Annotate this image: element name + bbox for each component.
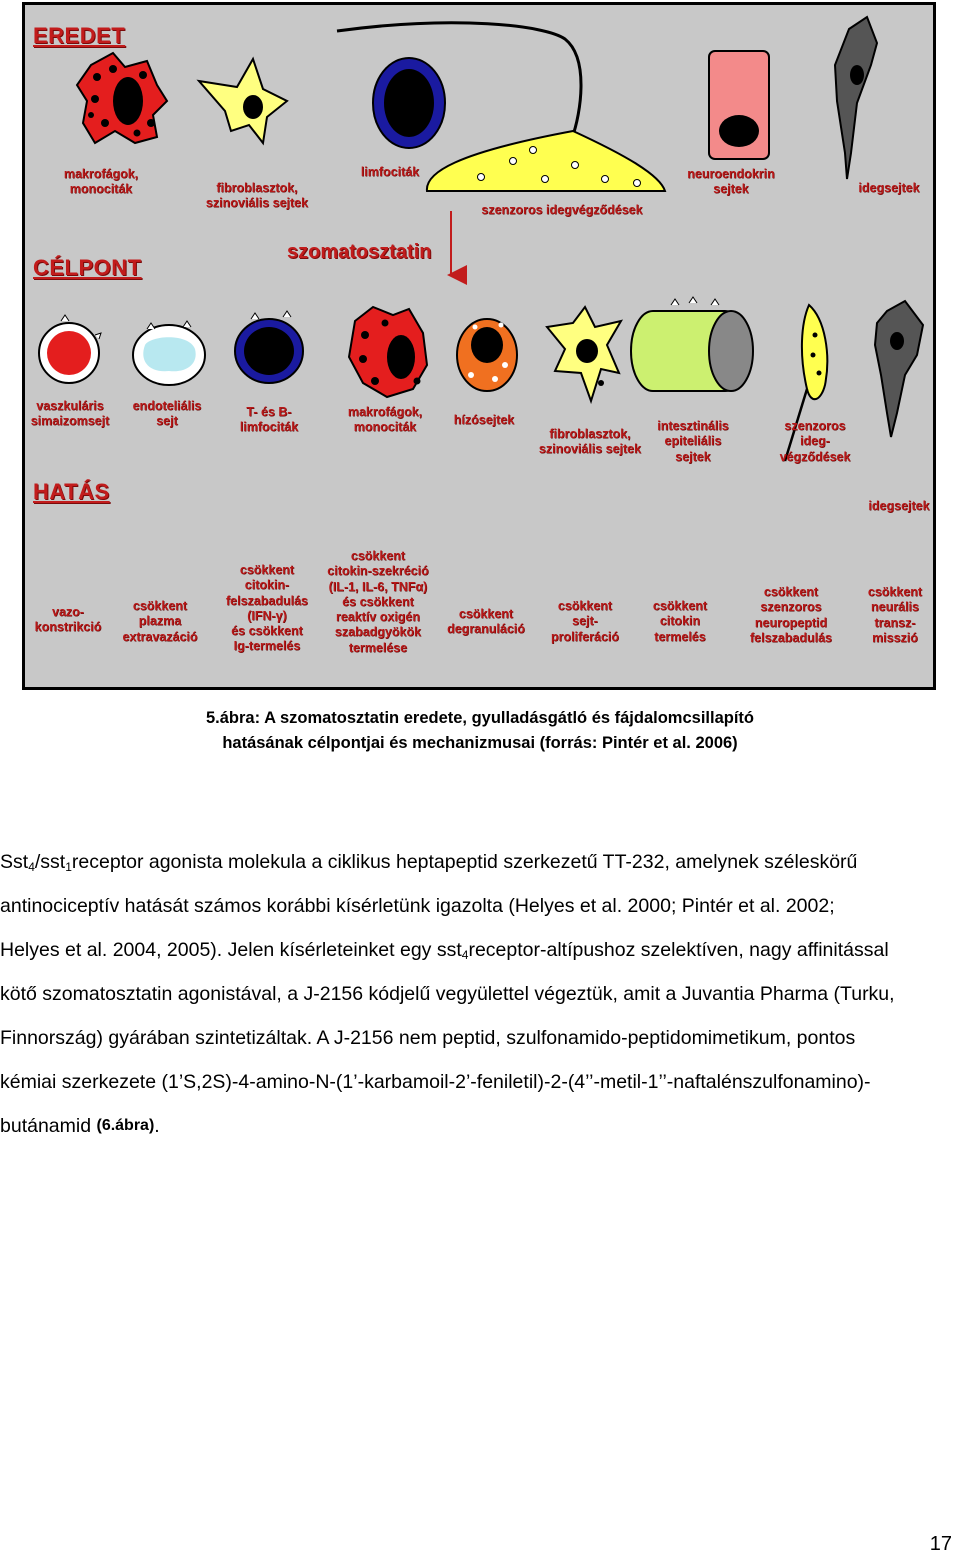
body-line-3-text	[0, 928, 889, 972]
target-endothelial-cell	[133, 321, 205, 385]
effect-label-plasma-extravasation: csökkent plazma extravazáció	[122, 599, 198, 644]
origin-label-neuroendocrine: neuroendokrin sejtek	[687, 167, 775, 197]
figure-caption	[150, 706, 810, 756]
body-line-3	[0, 928, 960, 972]
origin-lymphocyte-cell	[373, 58, 445, 148]
figure-somatostatin	[22, 2, 936, 690]
origin-label-macrophages: makrofágok, monociták	[63, 167, 139, 197]
origin-fibroblast-cell	[199, 59, 287, 143]
caption-line-2: hatásának célpontjai és mechanizmusai (forrás: Pintér et al. 2006)	[222, 734, 738, 752]
body-paragraph	[0, 840, 960, 1148]
body-line-2	[0, 884, 960, 928]
origin-label-lymphocytes: limfociták	[360, 165, 420, 179]
body-line-4-text: kötő szomatosztatin agonistával, a J-2156 kódjelű vegyülettel végeztük, amit a Juvantia Pharma (Turku,	[0, 983, 895, 1005]
effect-label-neural-transmission: csökkent neurális transz- misszió	[867, 585, 923, 645]
target-fibroblast-cell	[547, 307, 621, 401]
text-line-1-rest: receptor agonista molekula a ciklikus heptapeptid szerkezetű TT-232, amelynek széleskörű	[71, 851, 858, 873]
target-label-sensory-endings: szenzoros ideg- végződések	[779, 419, 851, 464]
body-line-5	[0, 1016, 960, 1060]
body-line-6	[0, 1060, 960, 1104]
target-label-intestinal: intesztinális epiteliális sejtek	[657, 419, 729, 464]
target-label-lymphocytes: T- és B- limfociták	[239, 405, 299, 435]
subscript-4: 4	[28, 860, 35, 874]
target-label-smooth-muscle: vaszkuláris simaizomsejt	[30, 399, 110, 429]
text-line-3-rest: receptor-altípushoz szelektíven, nagy affinitással	[468, 939, 889, 961]
section-target-heading: CÉLPONT	[33, 255, 142, 280]
effect-label-cytokine-production: csökkent citokin termelés	[652, 599, 708, 644]
body-line-1-text	[0, 840, 857, 884]
target-intestinal-epithelial-cell	[631, 297, 753, 391]
origin-label-fibroblasts: fibroblasztok, szinoviális sejtek	[205, 181, 309, 211]
text-sst: Sst	[0, 851, 29, 873]
subscript-4-b: 4	[461, 948, 469, 962]
somatostatin-label: szomatosztatin	[287, 241, 432, 263]
effect-label-cytokine-secretion: csökkent citokin-szekréció (IL-1, IL-6, TNFα) és csökkent reaktív oxigén szabadgyökök termelése	[327, 549, 429, 655]
text-line-3-start: Helyes et al. 2004, 2005). Jelen kísérleteinket egy sst	[0, 939, 462, 961]
target-label-macrophages: makrofágok, monociták	[347, 405, 423, 435]
subscript-1: 1	[65, 860, 72, 874]
body-line-1	[0, 840, 960, 884]
target-label-fibroblasts: fibroblasztok, szinoviális sejtek	[538, 427, 642, 457]
origin-label-sensory-endings: szenzoros idegvégződések	[481, 203, 643, 217]
body-line-4	[0, 972, 960, 1016]
effect-label-cytokine-release: csökkent citokin- felszabadulás (IFN-γ) és csökkent Ig-termelés	[226, 563, 308, 654]
effect-label-proliferation: csökkent sejt- proliferáció	[550, 599, 620, 644]
target-vascular-smooth-muscle-cell	[39, 315, 101, 383]
origin-label-nerve-cells: idegsejtek	[858, 181, 920, 195]
body-line-7	[0, 1104, 960, 1148]
target-label-endothelial: endoteliális sejt	[132, 399, 202, 429]
text-sst-2: /sst	[34, 851, 66, 873]
section-origin-heading: EREDET	[33, 23, 126, 48]
page-number: 17	[929, 1533, 952, 1555]
caption-line-1: 5.ábra: A szomatosztatin eredete, gyulladásgátló és fájdalomcsillapító	[205, 709, 754, 727]
target-mast-cell	[457, 319, 517, 391]
effect-label-vasoconstriction: vazo- konstrikció	[34, 605, 102, 635]
body-line-2-text: antinociceptív hatását számos korábbi kísérletünk igazolta (Helyes et al. 2000; Pintér et al. 2002;	[0, 895, 835, 917]
target-nerve-cell	[875, 301, 923, 437]
target-lymphocyte-cell	[235, 311, 303, 383]
target-macrophage-cell	[349, 307, 427, 397]
target-label-nerve-cells: idegsejtek	[868, 499, 930, 513]
origin-neuroendocrine-cell	[709, 51, 769, 159]
body-line-5-text: Finnország) gyárában szintetizáltak. A J-2156 nem peptid, szulfonamido-peptidomimetikum, pontos	[0, 1027, 856, 1049]
body-line-6-text: kémiai szerkezete (1’S,2S)-4-amino-N-(1’-karbamoil-2’-feniletil)-2-(4’’-metil-1’’-naftalénszulfonamino)-	[0, 1071, 871, 1093]
effect-label-neuropeptide-release: csökkent szenzoros neuropeptid felszabadulás	[750, 585, 832, 645]
text-butanamid: butánamid	[0, 1115, 97, 1137]
target-label-mast-cells: hízósejtek	[453, 413, 515, 427]
origin-nerve-cell	[835, 17, 877, 179]
figure-reference: (6.ábra)	[96, 1117, 155, 1134]
origin-macrophage-cell	[77, 53, 167, 143]
text-period: .	[154, 1115, 160, 1137]
section-effect-heading: HATÁS	[33, 479, 110, 504]
effect-label-degranulation: csökkent degranuláció	[447, 607, 525, 637]
